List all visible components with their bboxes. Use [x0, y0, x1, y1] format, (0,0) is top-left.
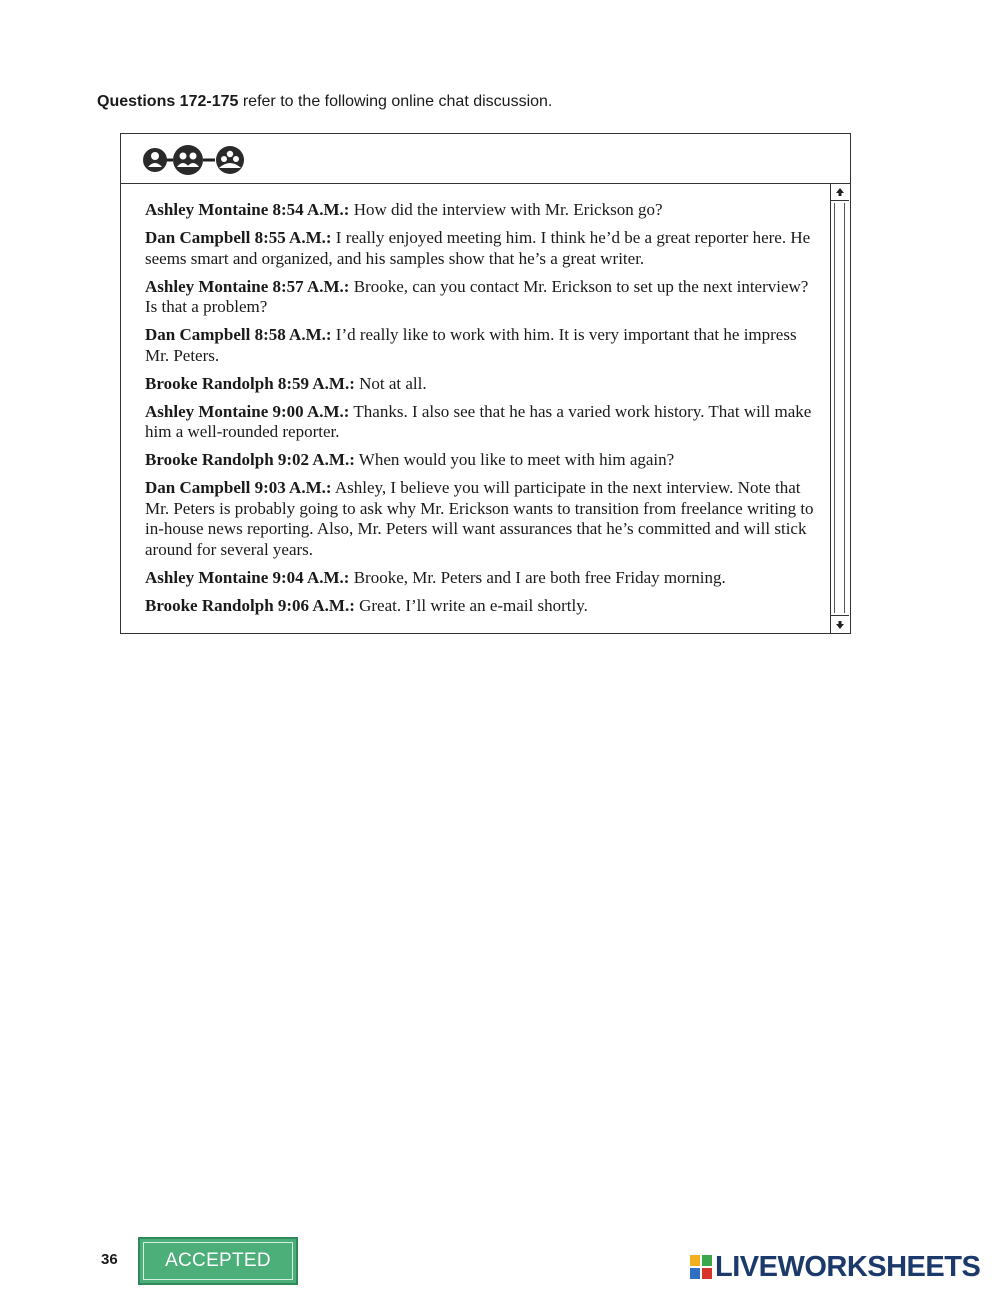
message-sender: Brooke Randolph 9:06 A.M.: [145, 595, 355, 615]
message-text: Brooke, Mr. Peters and I are both free Friday morning. [349, 567, 726, 587]
message-text: When would you like to meet with him again? [354, 450, 675, 469]
message-text: I really enjoyed meeting him. I think he’d be a great reporter here. He seems smart and organized, and his samples show that he’s a great writer. [145, 228, 811, 268]
message-sender: Ashley Montaine 9:04 A.M.: [145, 567, 350, 587]
chat-message [145, 478, 815, 560]
group-icon [216, 146, 244, 174]
message-sender: Ashley Montaine 8:54 A.M.: [145, 200, 350, 219]
two-people-icon [173, 145, 203, 175]
chat-body [121, 183, 830, 633]
chat-message [145, 277, 815, 318]
chat-message [145, 450, 815, 471]
message-sender: Dan Campbell 8:55 A.M.: [145, 228, 332, 247]
message-list [145, 200, 815, 624]
message-text: How did the interview with Mr. Erickson go? [349, 200, 663, 219]
message-text: Brooke, can you contact Mr. Erickson to set up the next interview? Is that a problem? [145, 276, 809, 316]
message-sender: Brooke Randolph 9:02 A.M.: [145, 450, 355, 469]
scroll-down-button[interactable] [831, 615, 849, 633]
chat-message [145, 325, 815, 366]
chat-message [145, 568, 815, 589]
chat-participants-icons [143, 145, 263, 175]
person-icon [143, 148, 167, 172]
scroll-up-button[interactable] [831, 183, 849, 201]
instructions [97, 93, 552, 111]
chat-scrollbar[interactable] [830, 183, 850, 633]
arrow-up-icon [835, 187, 845, 197]
instructions-rest: refer to the following online chat discussion. [238, 93, 553, 110]
message-text: Thanks. I also see that he has a varied work history. That will make him a well-rounded reporter. [145, 401, 812, 441]
chat-message [145, 228, 815, 269]
instructions-bold: Questions 172-175 [97, 93, 239, 110]
chat-header [121, 134, 850, 184]
liveworksheets-logo [690, 1251, 980, 1283]
logo-blocks-icon [690, 1255, 712, 1279]
message-sender: Ashley Montaine 8:57 A.M.: [145, 276, 350, 296]
message-text: Ashley, I believe you will participate in the next interview. Note that Mr. Peters is probably going to ask why Mr. Erickson wants to transition from freelance writing to in-house news reporting. Also, Mr. Peters will want assurances that he’s committed and will stick around for several years. [145, 478, 814, 559]
logo-text: LIVEWORKSHEETS [715, 1250, 981, 1283]
accepted-label: ACCEPTED [143, 1242, 293, 1280]
message-text: I’d really like to work with him. It is very important that he impress Mr. Peters. [145, 325, 797, 365]
message-sender: Brooke Randolph 8:59 A.M.: [145, 373, 355, 393]
accepted-button[interactable] [138, 1237, 298, 1285]
message-sender: Ashley Montaine 9:00 A.M.: [145, 401, 350, 421]
arrow-down-icon [835, 620, 845, 630]
chat-message [145, 402, 815, 443]
chat-window [120, 133, 851, 634]
chat-message [145, 374, 815, 395]
message-sender: Dan Campbell 9:03 A.M.: [145, 478, 332, 497]
chat-message [145, 200, 815, 221]
message-sender: Dan Campbell 8:58 A.M.: [145, 325, 332, 344]
page-number: 36 [101, 1251, 118, 1268]
message-text: Great. I’ll write an e-mail shortly. [354, 595, 588, 615]
scroll-track[interactable] [834, 203, 845, 613]
message-text: Not at all. [354, 373, 427, 393]
chat-message [145, 596, 815, 617]
